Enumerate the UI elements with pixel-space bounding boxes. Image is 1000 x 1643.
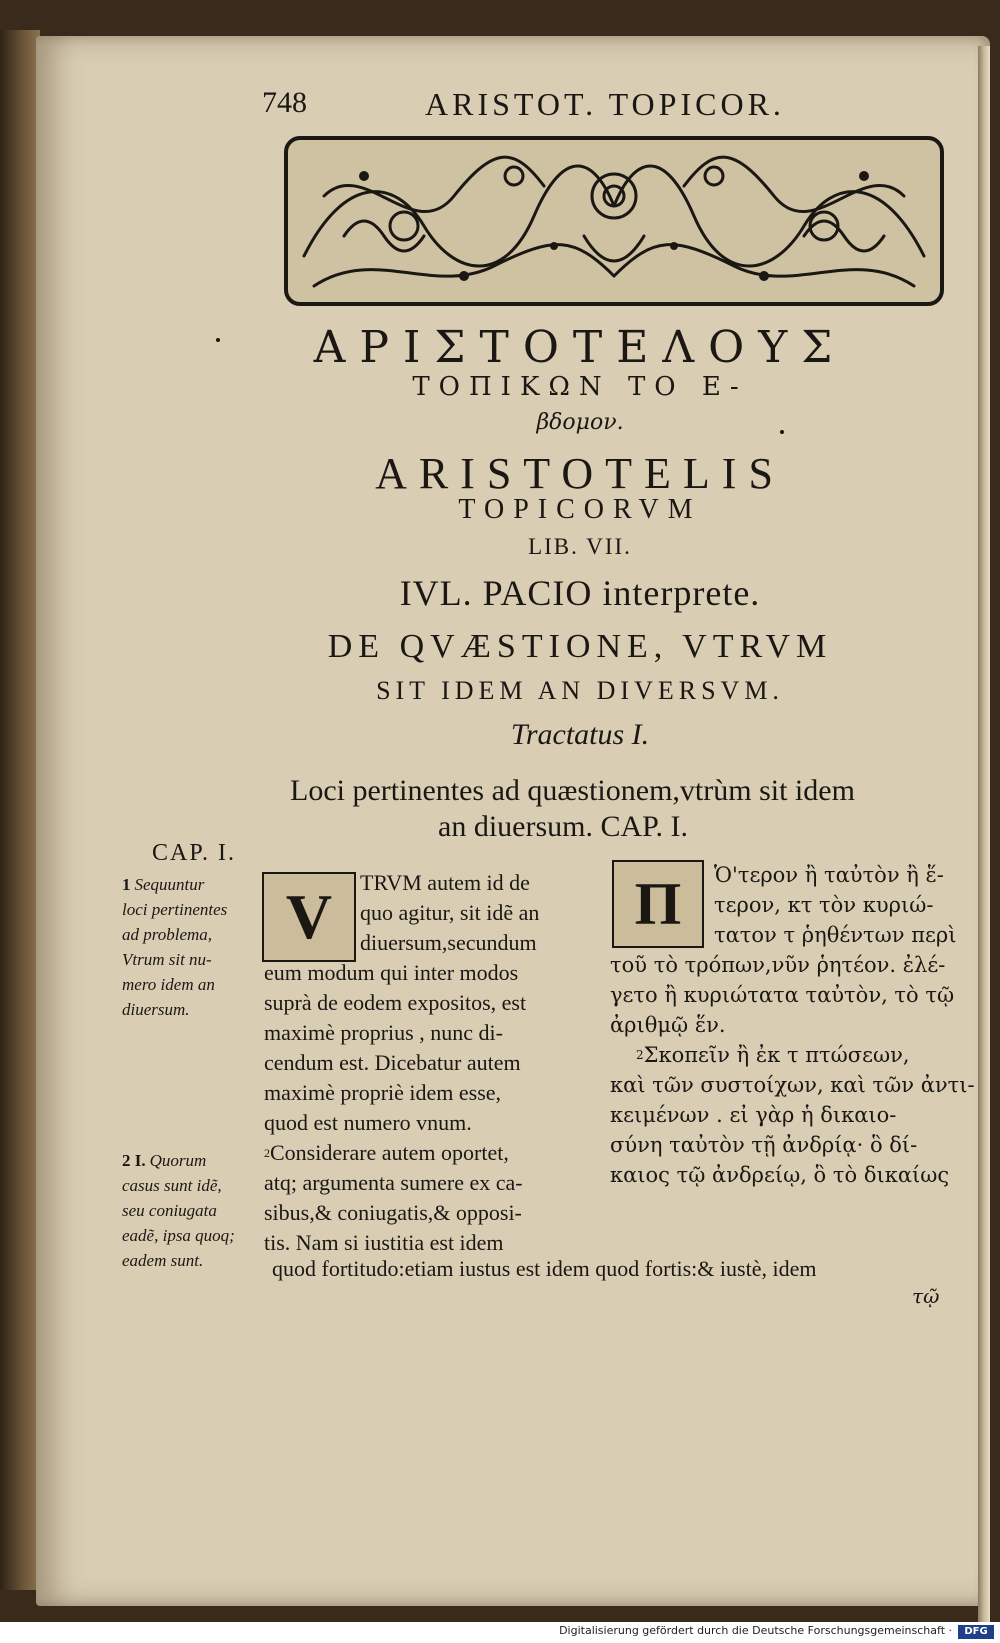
de-quaestione-heading: DE QVÆSTIONE, VTRVM — [327, 628, 833, 665]
greek-line: σύνη ταὐτὸν τῇ ἀνδρίᾳ· ὃ δί- — [610, 1133, 918, 1157]
greek-line: τερον, κτ τὸν κυριώ- — [714, 893, 934, 917]
greek-column — [610, 860, 975, 1190]
margin-note-line: seu coniugata — [122, 1201, 217, 1220]
latin-line: sibus,& coniugatis,& opposi- — [264, 1200, 522, 1225]
footer-credit: Digitalisierung gefördert durch die Deutsche Forschungsgemeinschaft · — [559, 1624, 952, 1637]
book-number: LIB. VII. — [528, 534, 632, 559]
greek-line: κειμένων . εἰ γὰρ ἡ δικαιο- — [610, 1103, 897, 1127]
latin-title: ARISTOTELIS — [375, 449, 785, 498]
running-head: ARISTOT. TOPICOR. — [425, 86, 785, 122]
greek-subtitle-2: βδομον. — [536, 410, 624, 435]
latin-line: quod est numero vnum. — [264, 1110, 472, 1135]
book-spine — [0, 30, 40, 1590]
ornament-headpiece-icon — [284, 136, 944, 306]
greek-line: γετο ἢ κυριώτατα ταὐτὸν, τὸ τῷ — [610, 983, 955, 1007]
margin-note-line: eadem sunt. — [122, 1251, 204, 1270]
latin-line: cendum est. Dicebatur autem — [264, 1050, 521, 1075]
chapter-heading-line-2: an diuersum. CAP. I. — [438, 810, 688, 843]
margin-note-line: Sequuntur — [134, 875, 205, 894]
latin-marker-2: 2 — [264, 1146, 270, 1160]
greek-line: Ὁ'τερον ἢ ταὐτὸν ἢ ἕ- — [714, 863, 944, 887]
margin-note-line: Quorum — [149, 1151, 207, 1170]
catchword: τῷ — [912, 1284, 940, 1308]
margin-note-line: Vtrum sit nu- — [122, 950, 212, 969]
chapter-heading-line-1: Loci pertinentes ad quæstionem,vtrùm sit idem — [290, 774, 855, 807]
latin-line: maximè proprius , nunc di- — [264, 1020, 503, 1045]
page-number: 748 — [262, 86, 307, 119]
margin-note-2-number: 2 I. — [122, 1151, 146, 1170]
tractatus-label: Tractatus I. — [510, 718, 650, 751]
latin-subtitle: TOPICORVM — [458, 494, 702, 525]
latin-line: quo agitur, sit idẽ an — [360, 900, 540, 925]
full-width-line: quod fortitudo:etiam iustus est idem quod fortis:& iustè, idem — [272, 1256, 817, 1281]
margin-note-line: eadẽ, ipsa quoq; — [122, 1226, 235, 1245]
margin-note-line: loci pertinentes — [122, 900, 228, 919]
margin-cap-label: CAP. I. — [152, 840, 237, 866]
margin-note-line: casus sunt idẽ, — [122, 1176, 222, 1195]
greek-marker-2: 2 — [636, 1048, 644, 1062]
greek-line: τοῦ τὸ τρόπων,νῦν ῥητέον. ἐλέ- — [610, 953, 946, 977]
interpreter-line: IVL. PACIO interprete. — [399, 573, 761, 613]
margin-note-line: ad problema, — [122, 925, 213, 944]
sit-idem-heading: SIT IDEM AN DIVERSVM. — [376, 676, 784, 705]
greek-subtitle: ΤΟΠΙΚΩΝ ΤΟ Ε- — [412, 372, 748, 402]
latin-line: Considerare autem oportet, — [270, 1140, 509, 1165]
margin-note-line: diuersum. — [122, 1000, 190, 1019]
margin-note-1 — [122, 872, 227, 1022]
latin-dropcap-letter: V — [285, 881, 333, 952]
digitization-footer — [0, 1622, 1000, 1643]
latin-line: suprà de eodem expositos, est — [264, 990, 527, 1015]
greek-line: ἀριθμῷ ἕν. — [610, 1013, 726, 1037]
page-edge — [978, 46, 990, 1636]
dfg-logo-icon: DFG — [958, 1625, 994, 1639]
latin-line: eum modum qui inter modos — [264, 960, 519, 985]
greek-line: καιος τῷ ἀνδρείῳ, ὃ τὸ δικαίως — [610, 1163, 950, 1187]
greek-line: τατον τ ῥηθέντων περὶ — [714, 923, 957, 947]
latin-line: diuersum,secundum — [360, 930, 537, 955]
latin-line: tis. Nam si iustitia est idem — [264, 1230, 504, 1255]
latin-line: TRVM autem id de — [360, 870, 530, 895]
margin-note-line: mero idem an — [122, 975, 215, 994]
latin-line: atq; argumenta sumere ex ca- — [264, 1170, 523, 1195]
margin-note-2 — [122, 1148, 235, 1273]
latin-column — [264, 868, 594, 1258]
margin-note-1-number: 1 — [122, 875, 131, 894]
greek-line: Σκοπεῖν ἢ ἐκ τ πτώσεων, — [643, 1043, 910, 1067]
greek-dropcap-letter: Π — [634, 871, 682, 937]
greek-title: ΑΡΙΣΤΟΤΕΛΟΥΣ — [313, 322, 847, 373]
greek-line: καὶ τῶν συστοίχων, καὶ τῶν ἀντι- — [610, 1073, 975, 1097]
latin-line: maximè propriè idem esse, — [264, 1080, 502, 1105]
